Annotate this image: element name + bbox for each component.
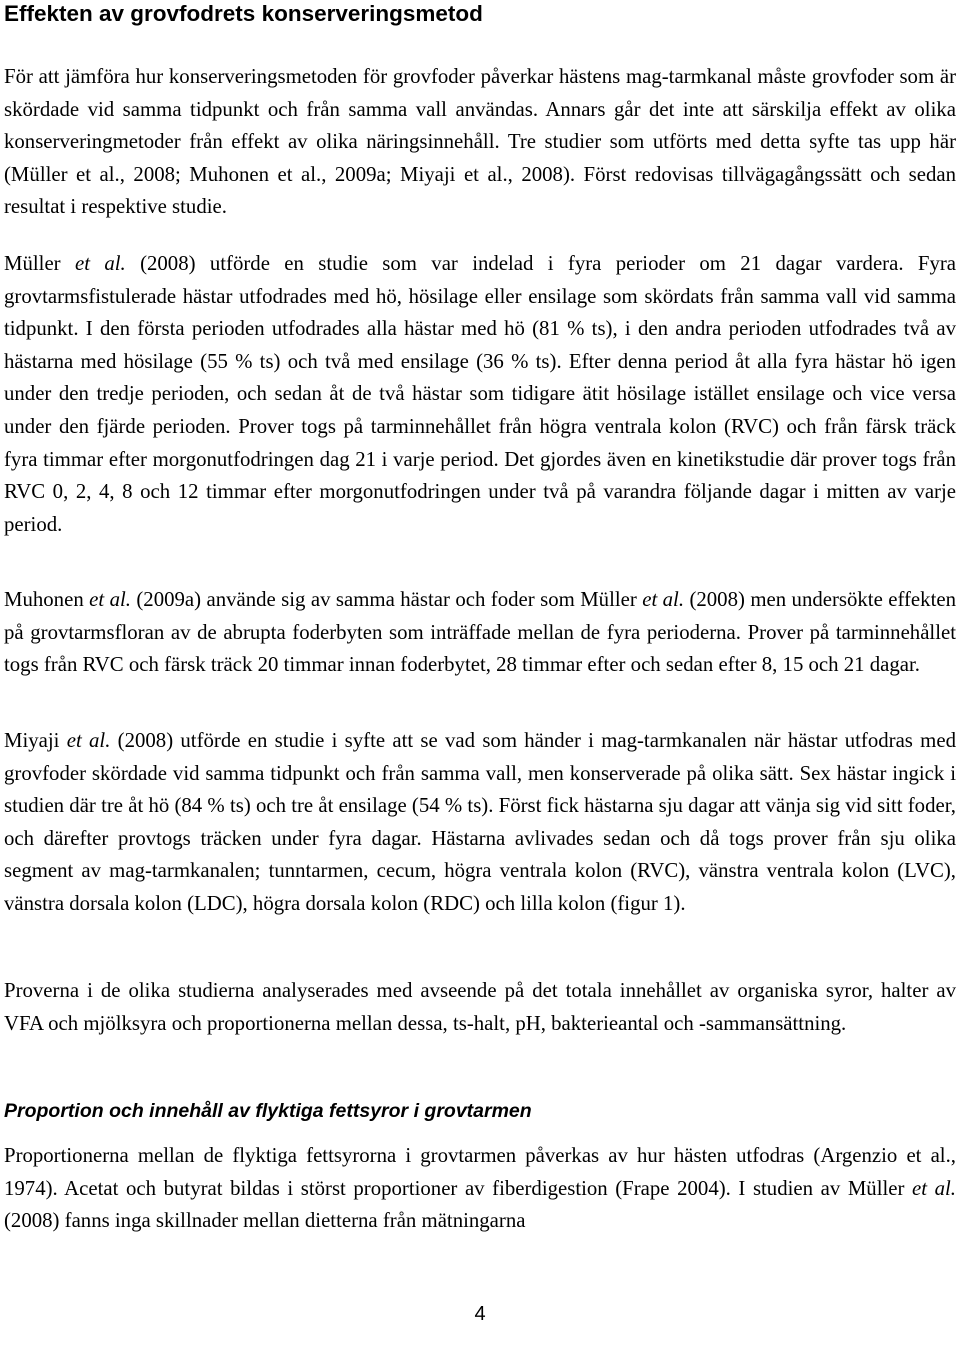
- muller-study-paragraph: [4, 248, 956, 541]
- paragraph-text: (2008) utförde en studie som var indelad i fyra perioder om 21 dagar vardera. Fyra grovtarmsfistulerade hästar utfodrades med hö, hösilage eller ensilage som skördats från samma vall vid samma tidpunkt. I den första perioden utfodrades alla hästar med hö (81 % ts), i den andra perioden utfodrades två av hästarna med hösilage (55 % ts) och två med ensilage (36 % ts). Efter denna period åt alla fyra hästar hö igen under den tredje perioden, och sedan åt de två hästar som tidigare ätit hösilage istället ensilage och vice versa under den fjärde perioden. Prover togs på tarminnehållet från högra ventrala kolon (RVC) och från färsk träck fyra timmar efter morgonutfodringen dag 21 i varje period. Det gjordes även en kinetikstudie där prover togs från RVC 0, 2, 4, 8 och 12 timmar efter morgonutfodringen under två på varandra följande dagar i mitten av varje period.: [4, 252, 956, 536]
- et-al: et al.: [66, 729, 111, 752]
- muhonen-study-paragraph: [4, 584, 956, 682]
- paragraph-text: (2008) fanns inga skillnader mellan dietterna från mätningarna: [4, 1209, 526, 1233]
- document-page: [4, 0, 956, 1348]
- et-al: et al.: [912, 1176, 956, 1200]
- paragraph-text: (2008) utförde en studie i syfte att se vad som händer i mag-tarmkanalen när hästar utfodras med grovfoder skördade vid samma tidpunkt och från samma vall, men konserverade på olika sätt. Sex hästar ingick i studien där tre åt hö (84 % ts) och tre åt ensilage (54 % ts). Först fick hästarna sju dagar att vänja sig vid sitt foder, och därefter provtogs träcken under fyra dagar. Hästarna avlivades sedan och då togs prover från sju olika segment av mag-tarmkanalen; tunntarmen, cecum, högra ventrala kolon (RVC), vänstra ventrala kolon (LVC), vänstra dorsala kolon (LDC), högra dorsala kolon (RDC) och lilla kolon (figur 1).: [4, 729, 956, 915]
- et-al: et al.: [642, 588, 685, 611]
- analysis-paragraph: Proverna i de olika studierna analyserades med avseende på det totala innehållet av organiska syror, halter av VFA och mjölksyra och proportionerna mellan dessa, ts-halt, pH, bakterieantal och -sammansättning.: [4, 979, 956, 1035]
- intro-paragraph: För att jämföra hur konserveringsmetoden för grovfoder påverkar hästens mag-tarmkanal måste grovfoder som är skördade vid samma tidpunkt och från samma vall användas. Annars går det inte att särskilja effekt av olika konserveringmetoder från effekt av olika näringsinnehåll. Tre studier som utförts med detta syfte tas upp här (Müller et al., 2008; Muhonen et al., 2009a; Miyaji et al., 2008). Först redovisas tillvägagångssätt och sedan resultat i respektive studie.: [4, 65, 956, 219]
- author-name: Miyaji: [4, 729, 67, 752]
- author-name: Muhonen: [4, 588, 90, 611]
- subsection-heading: Proportion och innehåll av flyktiga fettsyror i grovtarmen: [4, 1100, 532, 1122]
- miyaji-study-paragraph: [4, 725, 956, 921]
- page-number: 4: [474, 1303, 486, 1325]
- paragraph-text: Proportionerna mellan de flyktiga fettsyrorna i grovtarmen påverkas av hur hästen utfodras (Argenzio et al., 1974). Acetat och butyrat bildas i störst proportioner av fiberdigestion (Frape 2004). I studien av Müller: [4, 1144, 956, 1200]
- paragraph-text: (2008) men undersökte effekten på grovtarmsfloran av de abrupta foderbyten som inträffade mellan de fyra perioderna. Prover på tarminnehållet togs från RVC och färsk träck 20 timmar innan foderbytet, 28 timmar efter och sedan efter 8, 15 och 21 dagar.: [4, 588, 956, 677]
- author-name: Müller: [4, 252, 75, 275]
- section-heading: Effekten av grovfodrets konserveringsmetod: [4, 1, 483, 26]
- et-al: et al.: [74, 252, 126, 275]
- paragraph-text: (2009a) använde sig av samma hästar och foder som Müller: [130, 588, 643, 611]
- et-al: et al.: [89, 588, 131, 611]
- vfa-paragraph: [4, 1140, 956, 1238]
